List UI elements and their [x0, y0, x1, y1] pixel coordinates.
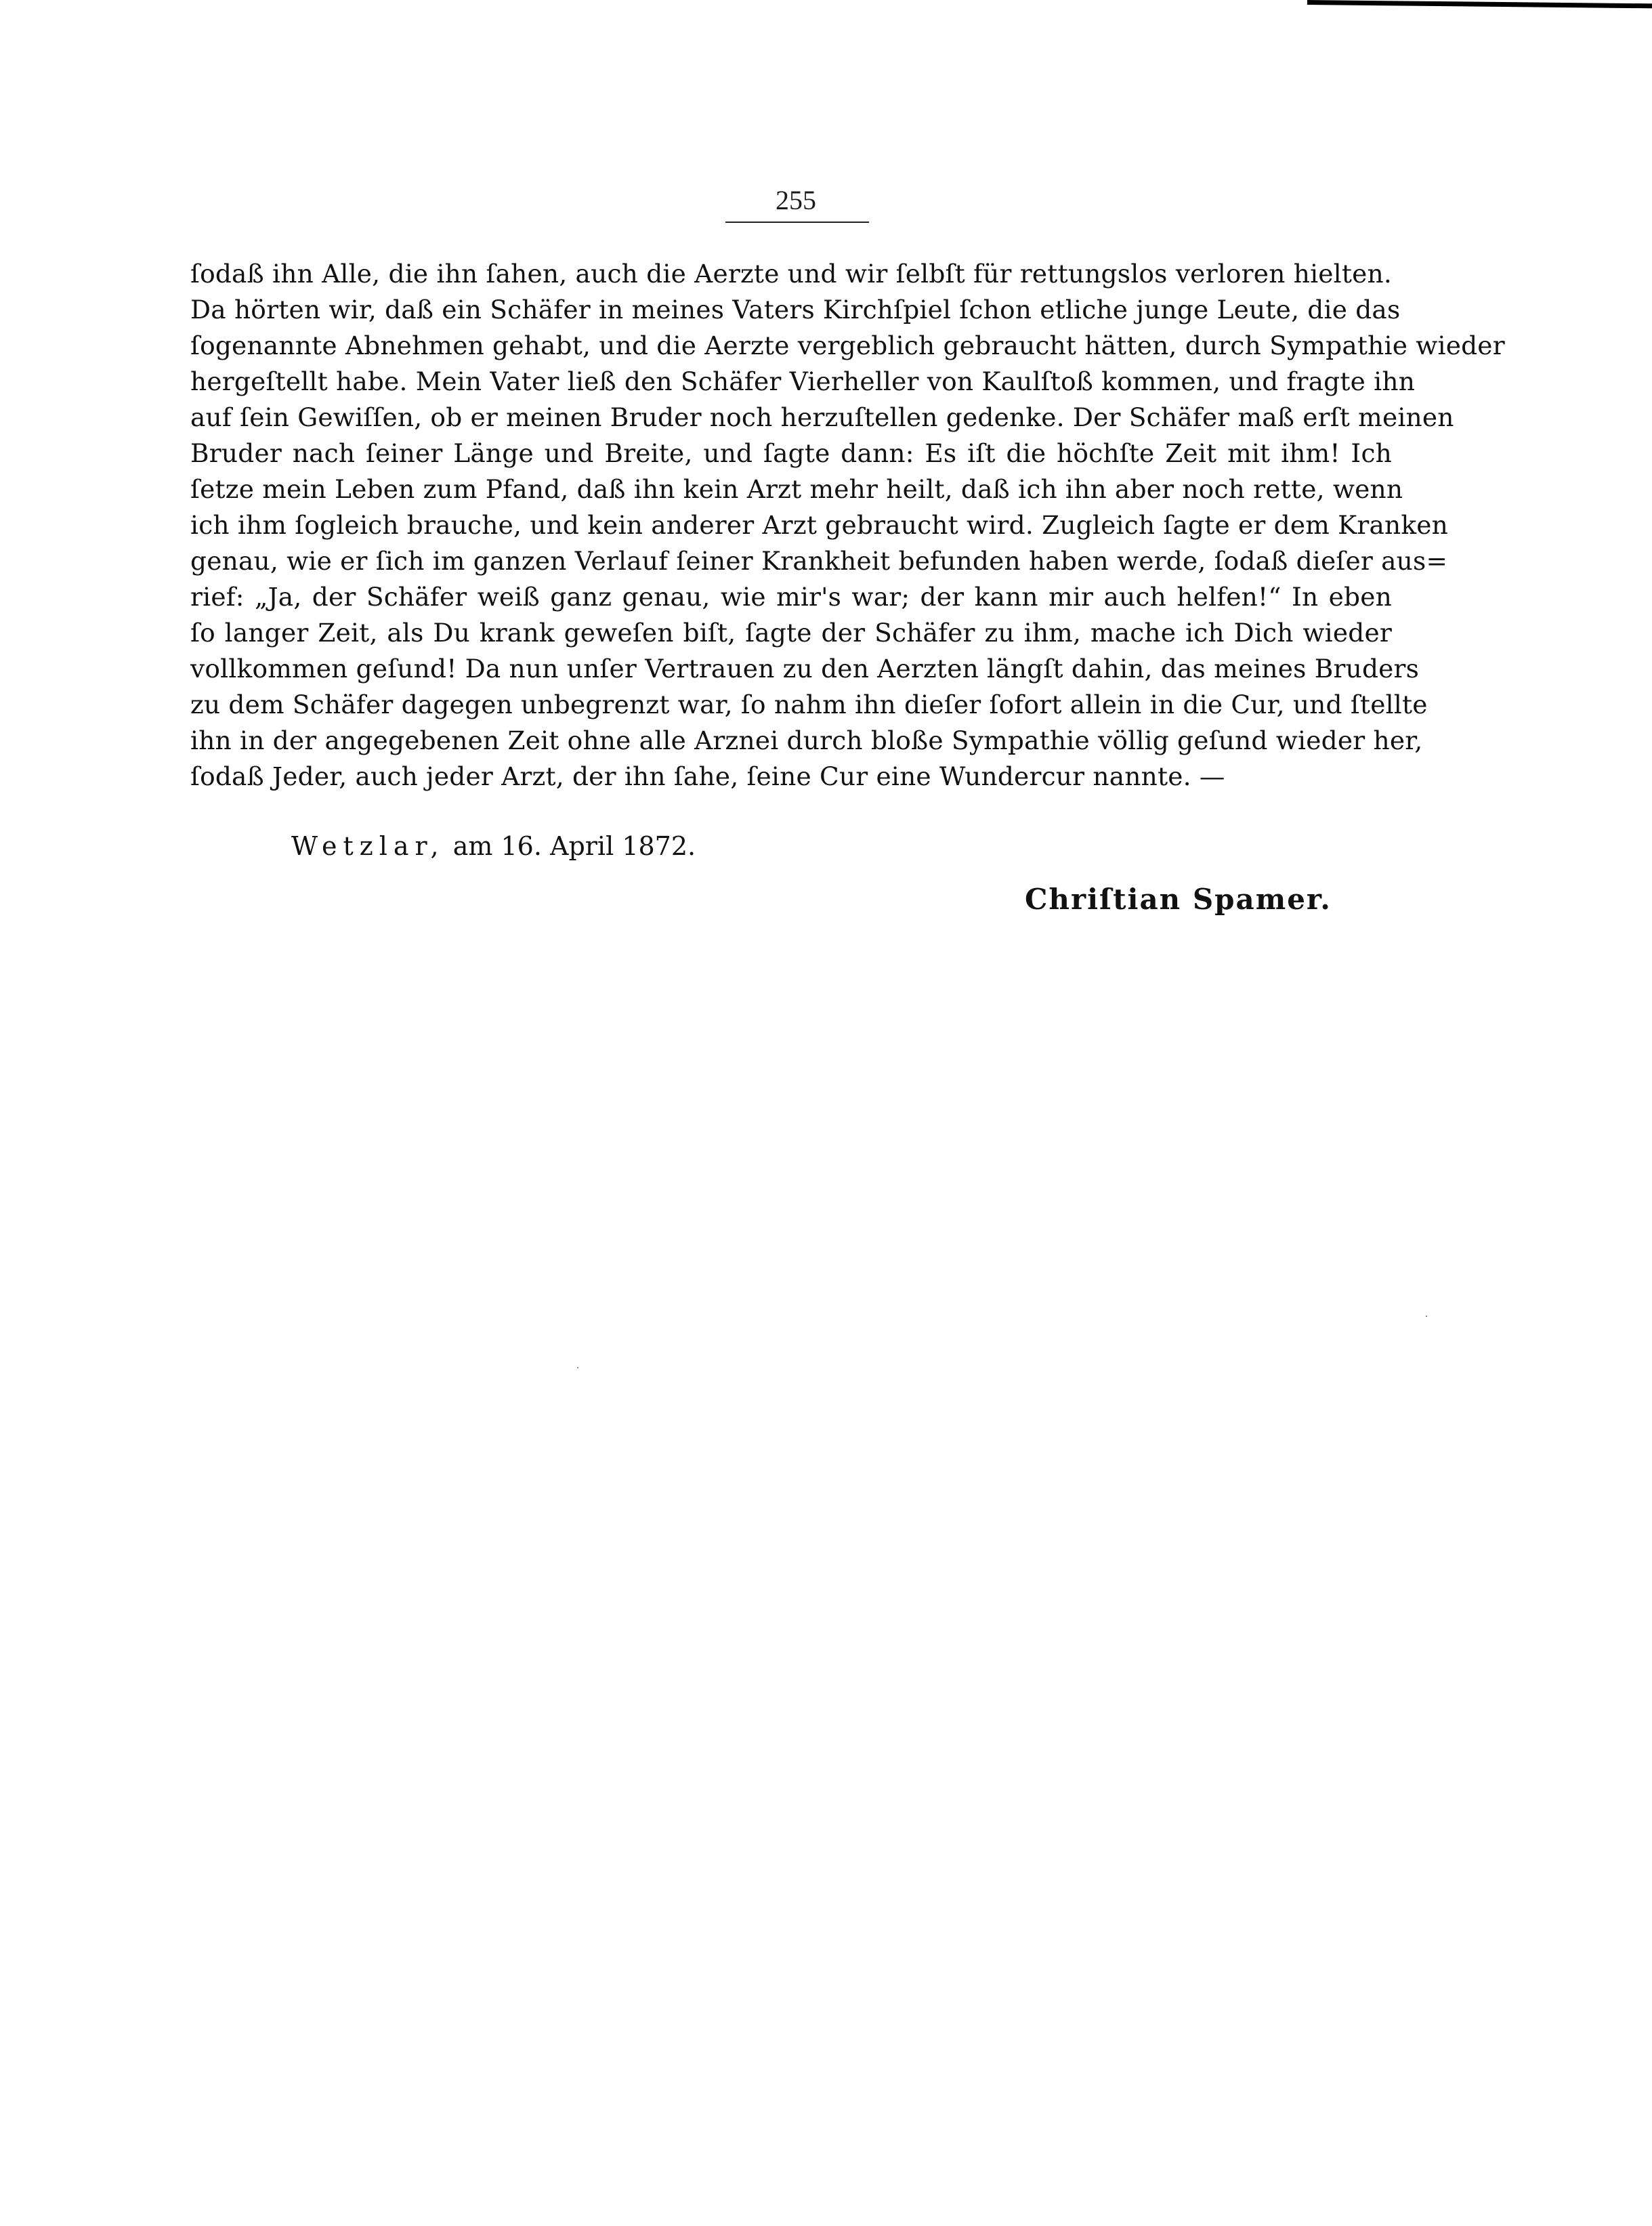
scan-edge-line	[1307, 0, 1652, 8]
dateline	[291, 828, 696, 864]
page-number: 255	[776, 185, 816, 215]
text-line: zu dem Schäfer dagegen unbegrenzt war, ſo nahm ihn dieſer ſofort allein in die Cur, und ſtellte	[190, 690, 1428, 719]
text-line-last: ſodaß Jeder, auch jeder Arzt, der ihn ſahe, ſeine Cur eine Wundercur nannte. —	[190, 761, 1225, 791]
text-line: vollkommen geſund! Da nun unſer Vertrauen zu den Aerzten längſt dahin, das meines Bruders	[190, 654, 1420, 684]
page-number-rule	[725, 222, 869, 223]
dateline-place: Wetzlar,	[291, 831, 445, 861]
author-signature: Chriſtian Spamer.	[1025, 883, 1332, 916]
text-line: ſetze mein Leben zum Pfand, daß ihn kein Arzt mehr heilt, daß ich ihn aber noch rette, wenn	[190, 474, 1403, 504]
body-paragraph	[190, 256, 1505, 795]
text-line: ihn in der angegebenen Zeit ohne alle Arznei durch bloße Sympathie völlig geſund wieder her,	[190, 726, 1423, 755]
text-line: ſo langer Zeit, als Du krank geweſen biſt, ſagte der Schäfer zu ihm, mache ich Dich wieder	[190, 618, 1392, 648]
text-line: rief: „Ja, der Schäfer weiß ganz genau, wie mir's war; der kann mir auch helfen!“ In eben	[190, 582, 1392, 612]
dateline-date: am 16. April 1872.	[452, 831, 696, 861]
text-line: ſodaß ihn Alle, die ihn ſahen, auch die Aerzte und wir ſelbſt für rettungslos verloren hielten.	[190, 259, 1392, 289]
text-line: genau, wie er ſich im ganzen Verlauf ſeiner Krankheit befunden haben werde, ſodaß dieſer aus=	[190, 546, 1448, 576]
text-line: ſogenannte Abnehmen gehabt, und die Aerzte vergeblich gebraucht hätten, durch Sympathie wieder	[190, 331, 1505, 360]
scan-speck	[577, 1367, 578, 1368]
text-line: auf ſein Gewiſſen, ob er meinen Bruder noch herzuſtellen gedenke. Der Schäfer maß erſt meinen	[190, 402, 1454, 432]
text-line: ich ihm ſogleich brauche, und kein anderer Arzt gebraucht wird. Zugleich ſagte er dem Kranken	[190, 510, 1449, 540]
text-line: hergeſtellt habe. Mein Vater ließ den Schäfer Vierheller von Kaulſtoß kommen, und fragte ihn	[190, 366, 1416, 396]
text-line: Da hörten wir, daß ein Schäfer in meines Vaters Kirchſpiel ſchon etliche junge Leute, die das	[190, 295, 1401, 324]
text-line: Bruder nach ſeiner Länge und Breite, und ſagte dann: Es iſt die höchſte Zeit mit ihm! Ich	[190, 438, 1392, 468]
scan-speck	[1426, 1316, 1427, 1317]
